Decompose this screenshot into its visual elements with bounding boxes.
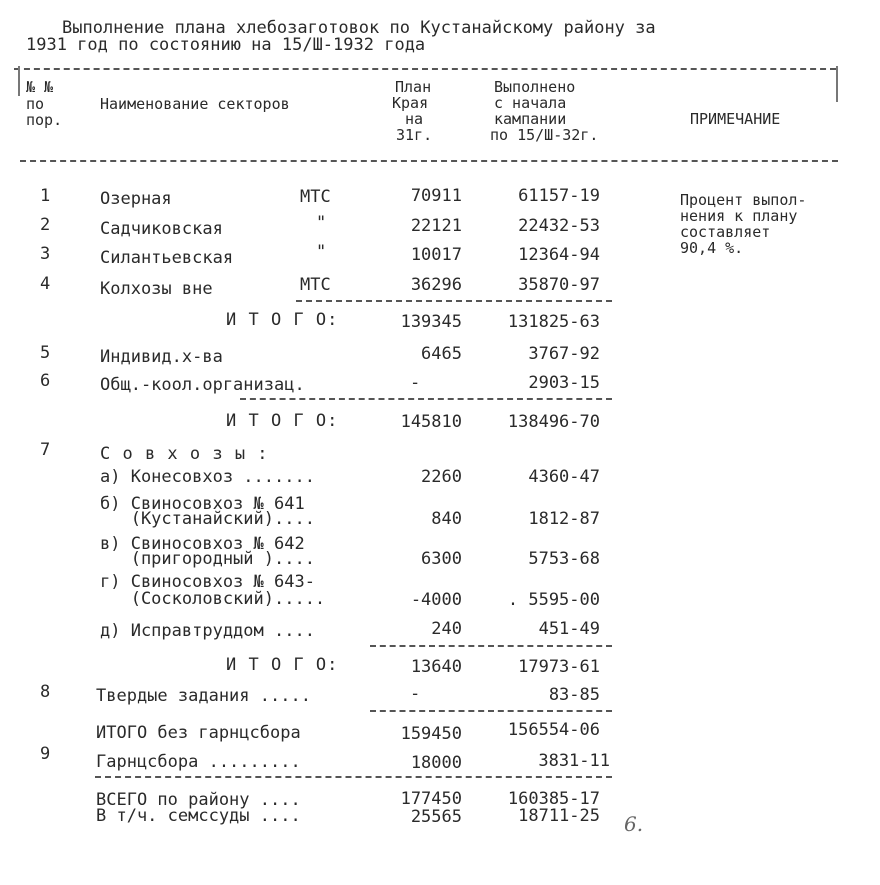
header-plan-4: 31г. xyxy=(396,126,433,144)
subtotal-done: 156554-06 xyxy=(507,720,600,740)
row-name: Озерная xyxy=(100,189,172,209)
sovhoz-item-done: 1812-87 xyxy=(528,509,600,529)
subtotal-done: 131825-63 xyxy=(507,312,600,332)
total-label: ВСЕГО по району .... xyxy=(96,790,301,810)
subtotal-plan: 13640 xyxy=(410,657,462,677)
subtotal-label: ИТОГО без гарнцсбора xyxy=(96,723,301,743)
header-done-2: с начала xyxy=(494,94,567,112)
table-top-rule xyxy=(14,68,836,70)
row-name: Твердые задания ..... xyxy=(96,686,311,706)
row-num: 5 xyxy=(40,343,51,363)
row-name: Колхозы вне xyxy=(100,279,213,299)
sovhoz-item-plan: 240 xyxy=(431,619,462,639)
total-label: В т/ч. семссуды .... xyxy=(96,806,301,826)
sovhoz-item-label: г) Свиносовхоз № 643- xyxy=(100,572,315,592)
header-plan-3: на xyxy=(405,110,424,128)
subtotal-rule xyxy=(240,398,612,400)
header-name: Наименование секторов xyxy=(100,95,290,113)
row-plan: 18000 xyxy=(410,753,462,773)
header-num-2: по xyxy=(26,95,45,113)
header-plan-1: План xyxy=(395,78,432,96)
total-done: 160385-17 xyxy=(507,789,600,809)
note-line: 90,4 %. xyxy=(680,239,744,257)
header-bottom-rule xyxy=(20,160,838,162)
sovhozy-title: С о в х о з ы : xyxy=(100,444,269,464)
subtotal-rule xyxy=(370,645,612,647)
subtotal-done: 138496-70 xyxy=(507,412,600,432)
table-right-edge xyxy=(836,66,838,102)
title-line-2: 1931 год по состоянию на 15/Ш-1932 года xyxy=(26,35,426,55)
subtotal-label: И Т О Г О: xyxy=(226,310,339,330)
row-done: 3767-92 xyxy=(528,344,600,364)
sovhoz-item-plan: 840 xyxy=(431,509,462,529)
row-name: Гарнцсбора ......... xyxy=(96,752,301,772)
row-tag: " xyxy=(316,213,327,233)
subtotal-plan: 159450 xyxy=(400,724,462,744)
subtotal-plan: 145810 xyxy=(400,412,462,432)
subtotal-rule xyxy=(370,710,612,712)
row-done: 61157-19 xyxy=(518,186,600,206)
row-plan: 70911 xyxy=(410,186,462,206)
row-done: 12364-94 xyxy=(518,245,600,265)
subtotal-label: И Т О Г О: xyxy=(226,655,339,675)
row-tag: " xyxy=(316,242,327,262)
row-num: 2 xyxy=(40,215,51,235)
row-plan: 6465 xyxy=(421,344,462,364)
row-num: 4 xyxy=(40,274,51,294)
header-num-3: пор. xyxy=(26,111,63,129)
row-num: 1 xyxy=(40,186,51,206)
note-line: Процент выпол- xyxy=(680,191,807,209)
sovhoz-item-label: а) Конесовхоз ....... xyxy=(100,467,315,487)
header-done-1: Выполнено xyxy=(494,78,576,96)
row-plan: 36296 xyxy=(410,275,462,295)
subtotal-rule xyxy=(296,300,612,302)
header-done-3: кампании xyxy=(494,110,567,128)
total-done: 18711-25 xyxy=(518,806,600,826)
row-done: 83-85 xyxy=(548,685,600,705)
sovhoz-item-label: (пригородный ).... xyxy=(100,549,315,569)
row-name: Силантьевская xyxy=(100,248,234,268)
row-tag: МТС xyxy=(300,187,331,207)
sovhoz-item-label: д) Исправтруддом .... xyxy=(100,621,315,641)
row-num: 7 xyxy=(40,440,51,460)
handwritten-page-number: 6. xyxy=(624,812,644,836)
sovhoz-item-done: . 5595-00 xyxy=(507,590,600,610)
header-num-1: № № xyxy=(26,78,54,96)
header-note: ПРИМЕЧАНИЕ xyxy=(690,110,781,128)
row-num: 6 xyxy=(40,371,51,391)
note-line: составляет xyxy=(680,223,771,241)
row-name: Общ.-коол.организац. xyxy=(100,375,305,395)
row-num: 9 xyxy=(40,744,51,764)
sovhoz-item-label: (Кустанайский).... xyxy=(100,509,315,529)
header-done-4: по 15/Ш-32г. xyxy=(490,126,599,144)
sovhoz-item-plan: 6300 xyxy=(421,549,462,569)
sovhoz-item-label: (Сосколовский)..... xyxy=(100,589,326,609)
sovhoz-item-done: 451-49 xyxy=(538,619,600,639)
subtotal-plan: 139345 xyxy=(400,312,462,332)
title-line-1: Выполнение плана хлебозаготовок по Кустанайскому району за xyxy=(62,18,656,38)
subtotal-label: И Т О Г О: xyxy=(226,411,339,431)
row-done: 3831-11 xyxy=(538,751,610,771)
row-done: 35870-97 xyxy=(518,275,600,295)
sovhoz-item-label: в) Свиносовхоз № 642 xyxy=(100,534,305,554)
row-done: 22432-53 xyxy=(518,216,600,236)
note-line: нения к плану xyxy=(680,207,798,225)
row-num: 3 xyxy=(40,244,51,264)
row-plan: - xyxy=(410,373,421,393)
total-rule xyxy=(95,776,612,778)
row-plan: - xyxy=(410,684,421,704)
subtotal-done: 17973-61 xyxy=(518,657,600,677)
row-tag: МТС xyxy=(300,275,331,295)
row-plan: 10017 xyxy=(410,245,462,265)
row-num: 8 xyxy=(40,682,51,702)
sovhoz-item-done: 5753-68 xyxy=(528,549,600,569)
sovhoz-item-label: б) Свиносовхоз № 641 xyxy=(100,494,305,514)
header-plan-2: Края xyxy=(392,94,429,112)
sovhoz-item-done: 4360-47 xyxy=(528,467,600,487)
row-done: 2903-15 xyxy=(528,373,600,393)
row-name: Индивид.х-ва xyxy=(100,347,223,367)
row-name: Садчиковская xyxy=(100,219,223,239)
sovhoz-item-plan: -4000 xyxy=(410,590,462,610)
total-plan: 25565 xyxy=(410,807,462,827)
sovhoz-item-plan: 2260 xyxy=(421,467,462,487)
total-plan: 177450 xyxy=(400,789,462,809)
row-plan: 22121 xyxy=(410,216,462,236)
table-left-edge xyxy=(18,66,20,96)
